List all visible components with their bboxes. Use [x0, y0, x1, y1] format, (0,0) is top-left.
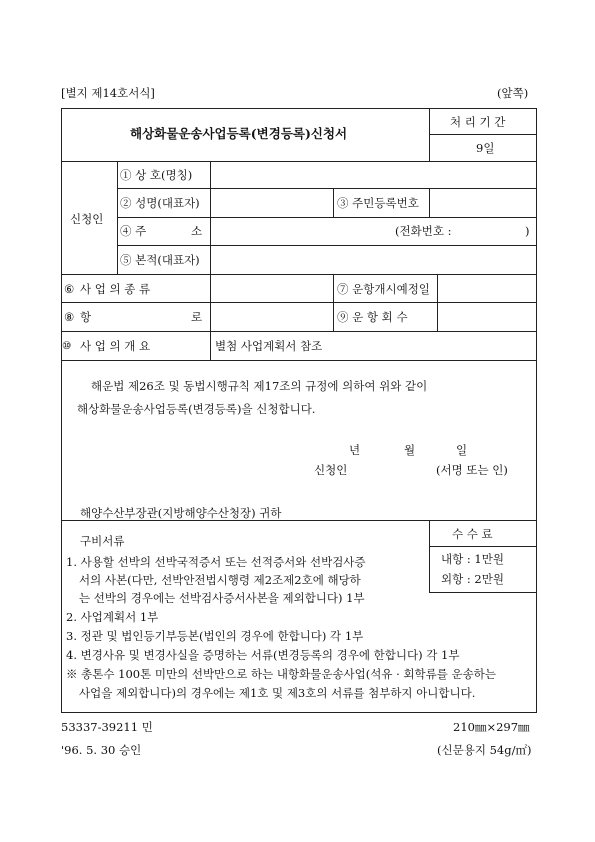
field-business-type-label: 사 업 의 종 류 — [80, 282, 151, 296]
date-month-label: 월 — [404, 443, 416, 457]
field-address-label: ④ 주 — [120, 224, 147, 238]
form-number: [별지 제14호서식] — [61, 86, 155, 100]
date-year-label: 년 — [349, 443, 361, 457]
date-day-label: 일 — [456, 443, 468, 457]
processing-period-label: 처 리 기 간 — [450, 115, 506, 129]
phone-close: ) — [525, 224, 530, 238]
footer-form-code: 53337-39211 민 — [61, 720, 153, 734]
addressee: 해양수산부장관(지방해양수산청장) 귀하 — [80, 506, 282, 520]
required-doc-1-line-1: 1. 사용할 선박의 선박국적증서 또는 선적증서와 선박검사증 — [66, 555, 366, 569]
field-representative-name-label: ② 성명(대표자) — [120, 196, 200, 210]
field-address-label-end: 소 — [191, 224, 203, 238]
field-10-number: ⑩ — [62, 340, 72, 352]
field-start-date-label: ⑦ 운항개시예정일 — [337, 282, 430, 296]
field-resident-number-label: ③ 주민등록번호 — [337, 196, 419, 210]
fee-header: 수 수 료 — [452, 527, 493, 541]
field-business-summary-value: 별첨 사업계획서 참조 — [215, 339, 323, 353]
form-title: 해상화물운송사업등록(변경등록)신청서 — [130, 126, 348, 141]
required-docs-note-line-2: 사업을 제외합니다)의 경우에는 제1호 및 제3호의 서류를 첨부하지 아니합니다. — [79, 686, 476, 700]
applicant-group-label: 신청인 — [70, 212, 104, 226]
field-route-label: 항 — [80, 310, 92, 324]
fee-foreign: 외항 : 2만원 — [441, 572, 504, 586]
field-route-label-end: 로 — [191, 310, 203, 324]
statement-line-2: 해상화물운송사업등록(변경등록)을 신청합니다. — [77, 402, 316, 416]
required-docs-header: 구비서류 — [80, 534, 125, 548]
required-doc-3: 3. 정관 및 법인등기부등본(법인의 경우에 한합니다) 각 1부 — [66, 629, 364, 643]
page-side: (앞쪽) — [497, 86, 529, 100]
field-trade-name-label: ① 상 호(명칭) — [120, 168, 193, 182]
footer-paper-type: (신문용지 54g/㎡) — [437, 743, 532, 757]
footer-approval-date: '96. 5. 30 승인 — [61, 743, 142, 757]
processing-period-value: 9일 — [476, 141, 495, 155]
footer-paper-size: 210㎜×297㎜ — [453, 720, 530, 734]
required-doc-1-line-2: 서의 사본(다만, 선박안전법시행령 제2조제2호에 해당하 — [79, 573, 361, 587]
fee-domestic: 내항 : 1만원 — [441, 552, 504, 566]
statement-line-1: 해운법 제26조 및 동법시행규칙 제17조의 규정에 의하여 위와 같이 — [91, 379, 428, 393]
required-doc-1-line-3: 는 선박의 경우에는 선박검사증서사본을 제외합니다) 1부 — [79, 591, 365, 605]
field-8-number: ⑧ — [64, 310, 75, 324]
required-doc-4: 4. 변경사유 및 변경사실을 증명하는 서류(변경등록의 경우에 한합니다) 각 1부 — [66, 648, 460, 662]
required-docs-note-line-1: ※ 총톤수 100톤 미만의 선박만으로 하는 내항화물운송사업(석유 · 회학류를 운송하는 — [66, 667, 496, 681]
field-business-summary-label: 사 업 의 개 요 — [80, 339, 151, 353]
field-6-number: ⑥ — [64, 282, 75, 296]
signature-note: (서명 또는 인) — [436, 463, 508, 477]
phone-label: (전화번호 : — [395, 224, 452, 238]
required-doc-2: 2. 사업계획서 1부 — [66, 610, 159, 624]
signer-label: 신청인 — [314, 463, 348, 477]
field-voyage-count-label: ⑨ 운 항 회 수 — [337, 310, 408, 324]
field-registered-domicile-label: ⑤ 본적(대표자) — [120, 253, 200, 267]
